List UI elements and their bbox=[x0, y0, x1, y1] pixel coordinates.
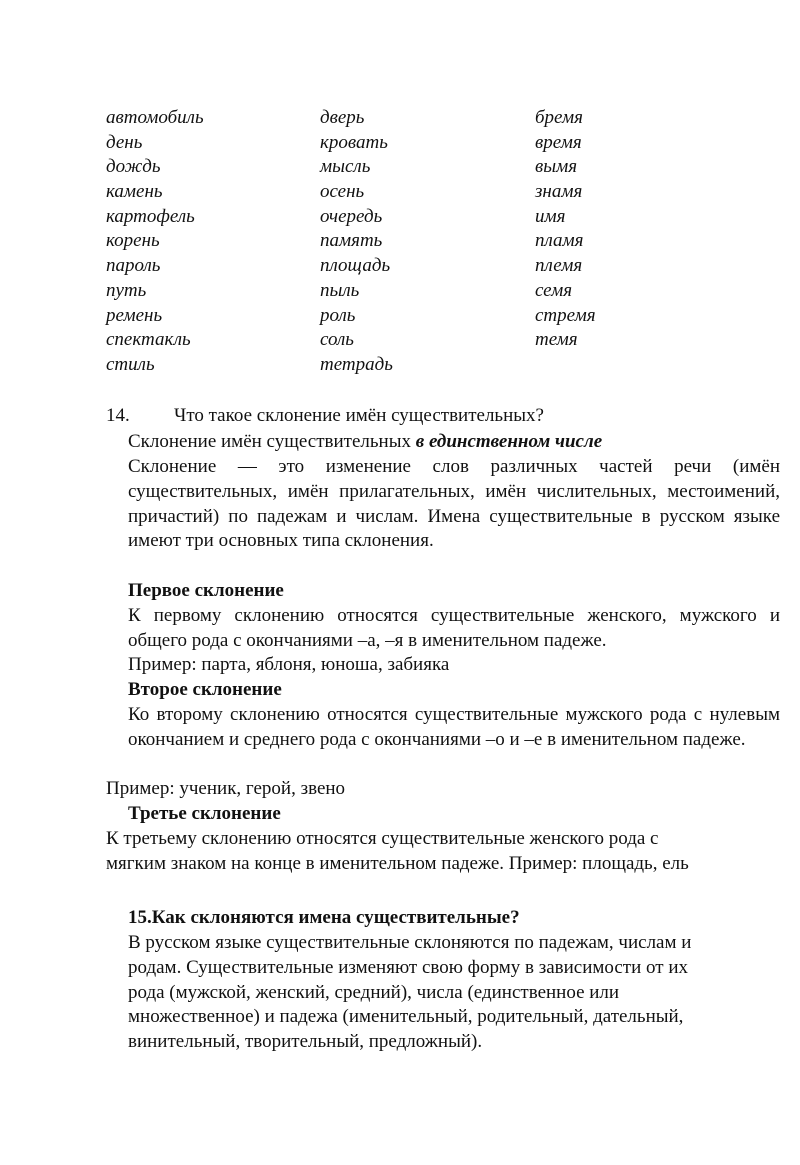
first-declension-body: К первому склонению относятся существительные женского, мужского и общего рода с окончаниями –а, –я в именительном падеже. bbox=[128, 605, 780, 651]
word-item: темя bbox=[535, 329, 578, 351]
word-item: бремя bbox=[535, 107, 583, 128]
singular-heading-emphasis: в единственном числе bbox=[415, 431, 603, 452]
question-15-line-4: множественное) и падежа (именительный, родительный, дательный, bbox=[128, 1006, 684, 1028]
word-column-2 bbox=[320, 106, 393, 378]
question-15-heading: 15.Как склоняются имена существительные? bbox=[128, 907, 520, 928]
question-15-line-3: рода (мужской, женский, средний), числа (единственное или bbox=[128, 981, 620, 1003]
second-declension-body: Ко второму склонению относятся существительные мужского рода с нулевым окончанием и среднего рода с окончаниями –о и –е в именительном падеже. bbox=[128, 704, 780, 750]
word-item: кровать bbox=[320, 131, 388, 153]
word-item: путь bbox=[106, 279, 147, 301]
declension-definition: Склонение — это изменение слов различных частей речи (имён существительных, имён прилагательных, имён числительных, местоимений, причастий) по падежам и числам. Имена существительные в русском языке имеют три основных типа склонения. bbox=[128, 456, 780, 552]
word-item: соль bbox=[320, 329, 354, 351]
third-declension-body bbox=[106, 827, 776, 877]
second-declension-example: Пример: ученик, герой, звено bbox=[106, 778, 346, 799]
word-item: автомобиль bbox=[106, 107, 204, 128]
word-item: знамя bbox=[535, 181, 583, 203]
word-item: стремя bbox=[535, 304, 596, 326]
word-item: мысль bbox=[320, 156, 371, 178]
word-item: день bbox=[106, 131, 143, 153]
question-15-line-2: родам. Существительные изменяют свою форму в зависимости от их bbox=[128, 956, 688, 978]
third-declension-line-2: мягким знаком на конце в именительном падеже. Пример: площадь, ель bbox=[106, 852, 689, 874]
question-15-line-1: В русском языке существительные склоняются по падежам, числам и bbox=[128, 932, 692, 953]
word-item: пыль bbox=[320, 279, 360, 301]
word-item: вымя bbox=[535, 156, 578, 178]
first-declension-heading: Первое склонение bbox=[128, 580, 284, 601]
word-item: площадь bbox=[320, 255, 391, 277]
word-item: тетрадь bbox=[320, 353, 393, 375]
word-item: память bbox=[320, 230, 383, 252]
word-item: время bbox=[535, 131, 582, 153]
word-column-1 bbox=[106, 106, 204, 378]
word-item: стиль bbox=[106, 353, 155, 375]
question-14-text: Что такое склонение имён существительных? bbox=[174, 405, 544, 426]
word-item: картофель bbox=[106, 205, 195, 227]
singular-declension-heading bbox=[128, 430, 602, 455]
word-item: пароль bbox=[106, 255, 161, 277]
singular-heading-prefix: Склонение имён существительных bbox=[128, 431, 416, 452]
second-declension-heading: Второе склонение bbox=[128, 679, 282, 700]
word-item: ремень bbox=[106, 304, 163, 326]
word-item: корень bbox=[106, 230, 160, 252]
word-item: дождь bbox=[106, 156, 161, 178]
word-column-3 bbox=[535, 106, 596, 353]
question-15-answer bbox=[128, 931, 788, 1055]
word-item: камень bbox=[106, 181, 163, 203]
third-declension-heading: Третье склонение bbox=[128, 803, 281, 824]
question-14-number: 14. bbox=[106, 405, 130, 426]
word-item: дверь bbox=[320, 107, 365, 128]
word-item: очередь bbox=[320, 205, 383, 227]
word-item: осень bbox=[320, 181, 365, 203]
word-item: роль bbox=[320, 304, 356, 326]
word-item: племя bbox=[535, 255, 583, 277]
word-item: семя bbox=[535, 279, 573, 301]
word-item: спектакль bbox=[106, 329, 191, 351]
word-item: пламя bbox=[535, 230, 584, 252]
word-item: имя bbox=[535, 205, 566, 227]
third-declension-line-1: К третьему склонению относятся существительные женского рода с bbox=[106, 828, 659, 849]
question-15-line-5: винительный, творительный, предложный). bbox=[128, 1031, 483, 1053]
first-declension-example: Пример: парта, яблоня, юноша, забияка bbox=[128, 654, 450, 675]
